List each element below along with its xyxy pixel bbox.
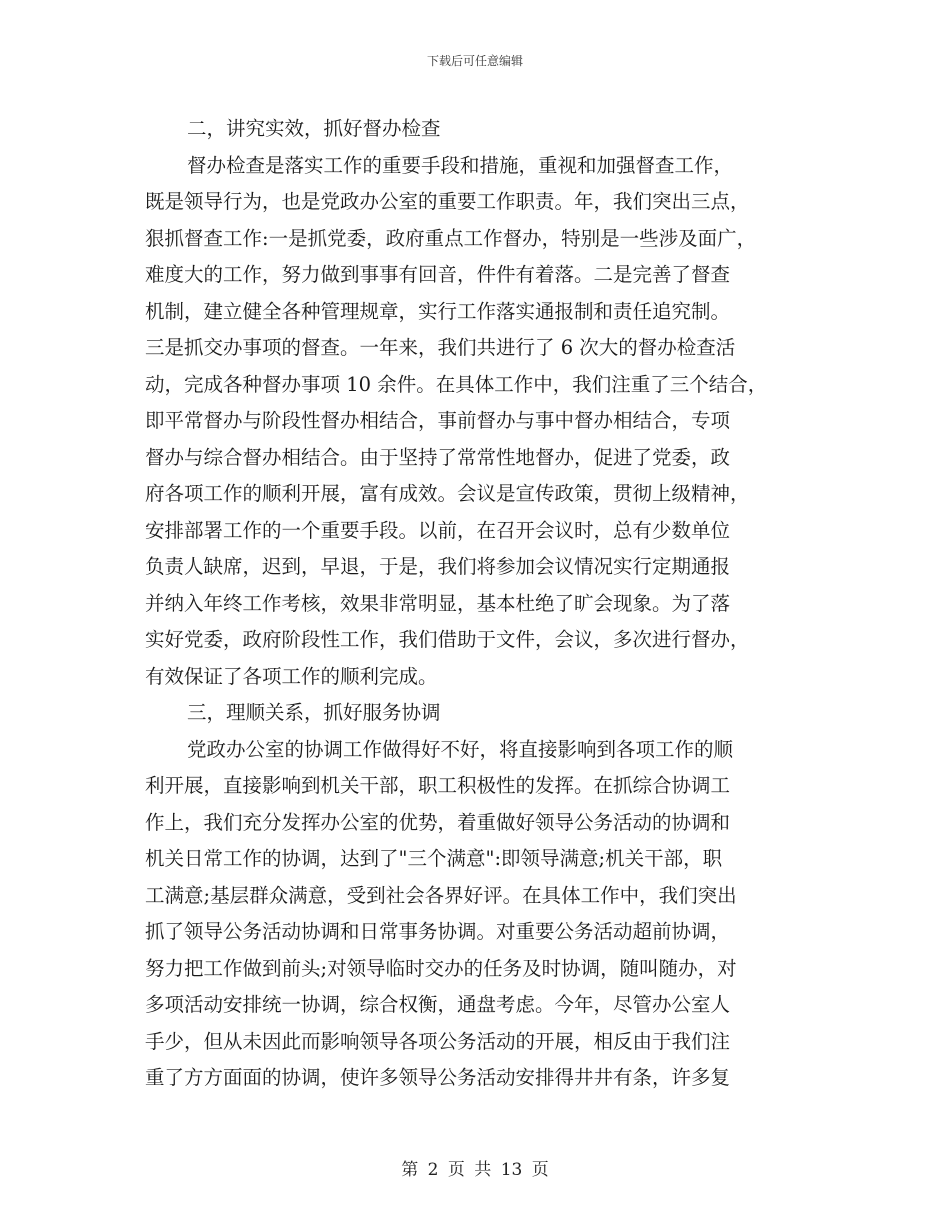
text-line: 党政办公室的协调工作做得好不好，将直接影响到各项工作的顺 [187,737,734,761]
text-line: 狠抓督查工作:一是抓党委，政府重点工作督办，特别是一些涉及面广， [145,226,757,250]
text-line: 重了方方面面的协调，使许多领导公务活动安排得井井有条，许多复 [145,1066,731,1089]
text-line: 三，理顺关系，抓好服务协调 [187,701,441,724]
page-footer: 第 2 页 共 13 页 [401,1160,549,1180]
page-header: 下载后可任意编辑 [426,54,523,68]
text-line: 实好党委，政府阶段性工作，我们借助于文件，会议，多次进行督办， [145,628,750,651]
text-line: 动，完成各种督办事项 10 余件。在具体工作中，我们注重了三个结合， [145,372,768,396]
text-line: 负责人缺席，迟到，早退，于是，我们将参加会议情况实行定期通报 [145,555,731,578]
text-line: 多项活动安排统一协调，综合权衡，通盘考虑。今年，尽管办公室人 [145,993,731,1016]
text-line: 有效保证了各项工作的顺利完成。 [145,664,438,688]
text-line: 抓了领导公务活动协调和日常事务协调。对重要公务活动超前协调， [145,920,731,943]
document-body [145,111,815,1097]
text-line: 并纳入年终工作考核，效果非常明显，基本杜绝了旷会现象。为了落 [145,591,731,615]
text-line: 作上，我们充分发挥办公室的优势，着重做好领导公务活动的协调和 [145,810,731,834]
text-line: 机关日常工作的协调，达到了"三个满意":即领导满意;机关干部，职 [145,847,723,870]
text-line: 督办与综合督办相结合。由于坚持了常常性地督办，促进了党委，政 [145,445,731,469]
text-line: 努力把工作做到前头;对领导临时交办的任务及时协调，随叫随办，对 [145,956,737,980]
text-line: 手少，但从未因此而影响领导各项公务活动的开展，相反由于我们注 [145,1029,731,1053]
text-line: 二，讲究实效，抓好督办检查 [187,117,441,140]
text-line: 利开展，直接影响到机关干部，职工积极性的发挥。在抓综合协调工 [145,774,731,797]
text-line: 既是领导行为，也是党政办公室的重要工作职责。年，我们突出三点， [145,190,750,213]
text-line: 府各项工作的顺利开展，富有成效。会议是宣传政策，贯彻上级精神， [145,482,750,505]
text-line: 三是抓交办事项的督查。一年来，我们共进行了 6 次大的督办检查活 [145,336,736,359]
text-line: 安排部署工作的一个重要手段。以前，在召开会议时，总有少数单位 [145,518,731,542]
text-line: 即平常督办与阶段性督办相结合，事前督办与事中督办相结合，专项 [145,409,731,432]
text-line: 督办检查是落实工作的重要手段和措施，重视和加强督查工作， [187,153,734,177]
text-line: 机制，建立健全各种管理规章，实行工作落实通报制和责任追究制。 [145,299,731,323]
text-line: 工满意;基层群众满意，受到社会各界好评。在具体工作中，我们突出 [145,883,737,907]
text-line: 难度大的工作，努力做到事事有回音，件件有着落。二是完善了督查 [145,263,731,286]
